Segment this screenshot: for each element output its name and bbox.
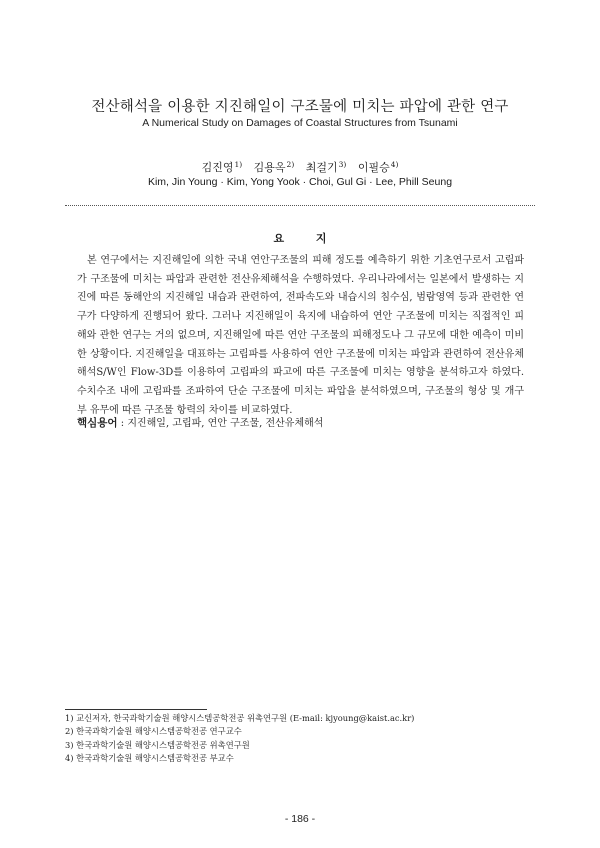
author-3: [306, 161, 347, 174]
author-2: [254, 161, 295, 174]
footnote-mark: 2): [286, 160, 295, 169]
paper-title-korean: 전산해석을 이용한 지진해일이 구조물에 미치는 파압에 관한 연구: [91, 99, 509, 115]
abstract-heading: 요 지: [273, 232, 341, 245]
author-list-english: Kim, Jin Young · Kim, Yong Yook · Choi, Gul Gi · Lee, Phill Seung: [147, 176, 453, 188]
keywords-line: [77, 414, 524, 430]
author-name: 김용옥: [253, 161, 286, 174]
author-name: 김진영: [201, 161, 234, 174]
footnote-1: 1) 교신저자, 한국과학기술원 해양시스템공학전공 위촉연구원 (E-mail: kjyoung@kaist.ac.kr): [65, 713, 415, 723]
footnote-2: 2) 한국과학기술원 해양시스템공학전공 연구교수: [65, 726, 242, 737]
keywords-separator: :: [117, 418, 128, 429]
footnote-3: 3) 한국과학기술원 해양시스템공학전공 위촉연구원: [65, 739, 250, 750]
footnote-4: 4) 한국과학기술원 해양시스템공학전공 부교수: [65, 753, 234, 764]
footnote-mark: 3): [338, 160, 347, 169]
footnote-mark: 4): [390, 160, 399, 169]
section-divider: [65, 205, 535, 206]
keywords-label: 핵심용어: [77, 417, 118, 429]
abstract-body: 본 연구에서는 지진해일에 의한 국내 연안구조물의 피해 정도를 예측하기 위한 기초연구로서 고립파가 구조물에 미치는 파압과 관련한 전산유체해석을 수행하였다. 우리나라에서는 일본에서 발생하는 지진에 따른 동해안의 지진해일 내습과 관련하여, 전파속도와 내습시의 침수심, 범람영역 등과 관련한 연구가 다양하게 진행되어 왔다. 그러나 지진해일이 육지에 내습하여 연안 구조물에 미치는 직접적인 피해와 관한 연구는 거의 없으며, 지진해일에 따른 연안 구조물의 피해정도나 그 규모에 대한 예측이 미비한 상황이다. 지진해일을 대표하는 고립파를 사용하여 연안 구조물에 미치는 파압과 관련하여 전산유체해석S/W인 Flow-3D를 이용하여 고립파의 파고에 따른 구조물에 미치는 영향을 분석하고자 하였다. 수치수조 내에 고립파를 조파하여 단순 구조물에 미치는 파압을 분석하였으며, 구조물의 형상 및 개구부 유무에 따른 구조물 항력의 차이를 비교하였다.: [77, 255, 524, 416]
footnotes: [65, 712, 535, 766]
footnote-mark: 1): [234, 160, 243, 169]
author-1: [202, 161, 243, 174]
keywords-text: 지진해일, 고립파, 연안 구조물, 전산유체해석: [127, 418, 324, 429]
author-name: 최걸기: [305, 161, 338, 174]
page-number: - 186 -: [284, 813, 316, 825]
author-name: 이필승: [357, 161, 390, 174]
footnote-rule: [65, 709, 207, 710]
paper-title-english: A Numerical Study on Damages of Coastal Structures from Tsunami: [142, 117, 458, 129]
author-list-korean: [0, 159, 600, 175]
author-4: [358, 161, 399, 174]
